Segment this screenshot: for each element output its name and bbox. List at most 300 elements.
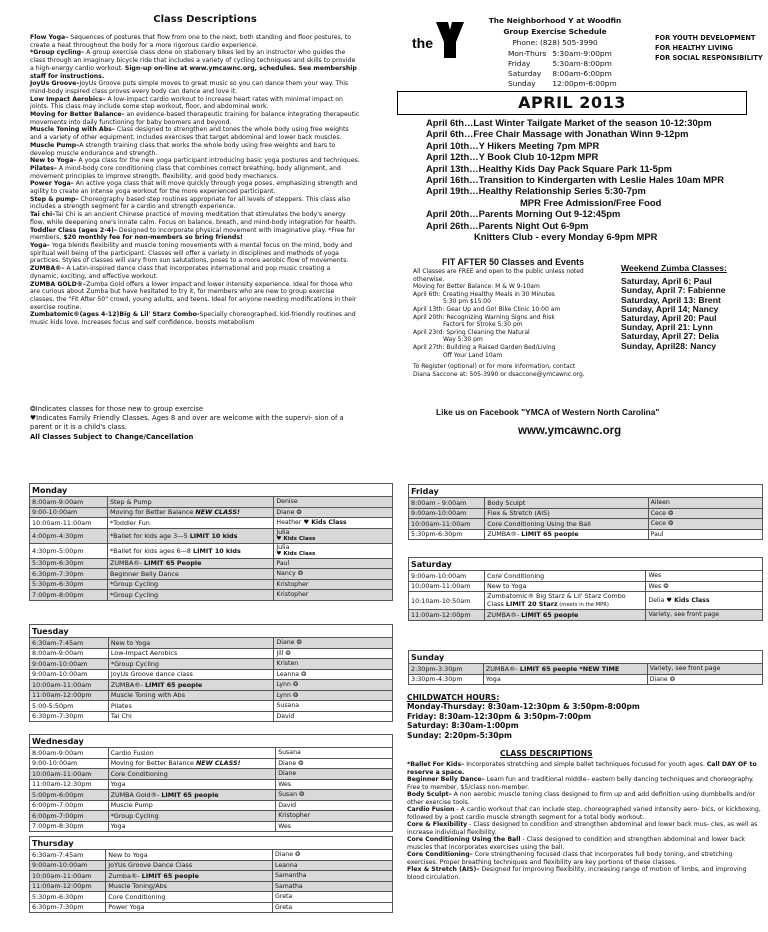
schedule-row — [30, 497, 393, 508]
ymca-logo — [410, 16, 470, 66]
description-name: Pilates– — [30, 164, 57, 172]
description-entry — [30, 80, 360, 95]
instructor-name: Susana — [276, 702, 300, 710]
class-title: ZUMBA®- — [485, 664, 520, 673]
event-item: Knitters Club - every Monday 6-9pm MPR — [474, 231, 658, 243]
class-title: New to Yoga — [487, 582, 527, 591]
childwatch-line: Friday: 8:30am-12:30pm & 3:50pm-7:00pm — [407, 711, 592, 721]
weekend-zumba-item: Saturday, April 6; Paul — [621, 276, 712, 287]
events-list — [426, 117, 766, 242]
class-name — [485, 571, 646, 582]
class-title: New to Yoga — [108, 850, 148, 859]
schedule-row — [409, 508, 763, 519]
class-note: LIMIT 20 Starz — [505, 600, 558, 608]
instructor-name: Leanna ❂ — [276, 670, 307, 678]
fit-after-50-line: April 13th: Gear Up and Go! Bike Clinic 10:00 am — [413, 305, 561, 313]
class-name — [107, 558, 273, 569]
schedule-row — [409, 664, 763, 675]
class-time: 7:00pm-8:00pm — [30, 590, 108, 601]
class-time: 11:00am-12:00pm — [30, 690, 109, 701]
childwatch-line: Sunday: 2:20pm-5:30pm — [407, 730, 512, 740]
schedule-row — [30, 811, 393, 822]
hours-row — [508, 49, 623, 59]
right-description-text: - A cardio workout that can include step, choreographed varied intensity aero- bics, or kickboxing, followed by a post cardio muscle strength segment for a total body workout. — [407, 806, 761, 821]
weekend-zumba-item: Sunday, April 14; Nancy — [621, 303, 719, 314]
class-time: 5:00-5:50pm — [30, 701, 109, 712]
class-time: 8:00am-9:00am — [30, 748, 109, 759]
hours-table — [508, 49, 623, 89]
instructor — [274, 528, 393, 543]
saturday-header: Saturday — [409, 558, 763, 571]
instructor-name: Susana — [278, 749, 301, 757]
instructor-name: Kristopher — [276, 591, 309, 599]
class-title: Core Conditioning — [110, 769, 168, 778]
instructor-name: Julia — [276, 543, 290, 551]
right-description-text: - Class designed to condition and strengthen abdominal and lower back muscles that incorporates exercises using the ball. — [407, 836, 745, 851]
fit-after-50-line: Moving for Better Balance: M & W 9-10am — [413, 283, 540, 291]
right-description-note: Call DAY OF to reserve a space. — [407, 761, 757, 776]
right-description-name: Cardio Fusion — [407, 806, 455, 813]
class-time: 9:00am-10:00am — [30, 669, 109, 680]
class-location-note: (meets in the MPR) — [557, 602, 609, 608]
class-time: 10:00am-11:00am — [30, 518, 108, 529]
class-name — [107, 497, 273, 508]
description-text: Class designed to strengthen and tones the whole body using free weights and a variety of other equipment; includes exercises that target abdominal and lower back muscles. — [30, 126, 349, 142]
description-entry — [30, 34, 360, 49]
class-name — [106, 881, 273, 892]
branch-name: The Neighborhood Y at Woodfin — [488, 16, 622, 25]
class-name — [485, 592, 646, 610]
description-text: JoyUs Groove puts simple moves to great music so you can dance them your way. This mind-body inspired class proves every body can dance and love it. — [30, 80, 349, 95]
description-name: Step & pump– — [30, 195, 79, 203]
class-time: 10:00am-11:00am — [30, 871, 106, 882]
description-entry — [30, 165, 360, 180]
tuesday-schedule — [29, 624, 393, 722]
schedule-row — [30, 748, 393, 759]
class-time: 10:00am-11:00am — [409, 581, 485, 592]
class-note: LIMIT 65 people — [144, 680, 203, 689]
instructor — [276, 800, 393, 811]
class-name — [108, 648, 274, 659]
schedule-row — [30, 543, 393, 558]
instructor-name: Leanna — [275, 861, 298, 869]
weekend-zumba-item: Sunday, April 21: Lynn — [621, 322, 713, 333]
instructor — [276, 779, 393, 790]
instructor — [276, 769, 393, 780]
class-time: 8:00am-9:00am — [30, 497, 108, 508]
schedule-row — [409, 529, 763, 540]
class-descriptions-list — [30, 34, 360, 327]
description-text: A yoga class for the new yoga participant introducing basic yoga postures and techniques. — [76, 157, 360, 165]
description-name: New to Yoga– — [30, 157, 77, 165]
instructor — [274, 558, 393, 569]
class-name — [108, 669, 274, 680]
thursday-header: Thursday — [30, 837, 393, 850]
instructor-name: Greta — [275, 903, 293, 911]
friday-schedule — [408, 484, 763, 540]
right-description-entry — [407, 866, 765, 881]
description-entry — [30, 281, 360, 312]
description-name: JoyUs Groove– — [30, 80, 80, 88]
class-time: 8:00am-9:00am — [30, 648, 109, 659]
hours-day: Mon-Thurs — [508, 49, 547, 58]
class-name — [485, 508, 648, 519]
description-name: *Group cycling– — [30, 49, 85, 57]
instructor — [276, 790, 393, 801]
class-name — [108, 748, 276, 759]
instructor-name: Diane ❂ — [278, 759, 304, 767]
instructor-name: Cece ❂ — [650, 520, 674, 528]
fit-after-50-line: Way 5:30 pm — [443, 336, 483, 344]
fit-after-50-heading: FIT AFTER 50 Classes and Events — [442, 257, 584, 267]
description-text: Choreography based step routines appropriate for all levels of steppers. This class also includes a strength segment for a cardio and strength experience. — [30, 195, 351, 211]
right-description-entry — [407, 851, 765, 866]
instructor-name: Julia — [276, 528, 290, 536]
class-title: ZUMBA®- — [487, 610, 522, 619]
class-title: Yoga — [110, 780, 126, 789]
kids-class-tag: ♥ Kids Class — [664, 597, 710, 604]
instructor-name: Aileen — [650, 499, 670, 507]
weekend-zumba-item: Sunday, April 7: Fabienne — [621, 285, 726, 296]
class-name — [107, 579, 273, 590]
instructor — [274, 497, 393, 508]
schedule-row — [30, 850, 393, 861]
fit-after-50-line: April 20th: Recognizing Warning Signs and Risk — [413, 313, 555, 321]
schedule-row — [30, 648, 393, 659]
right-description-name: Flex & Stretch (AIS)– — [407, 866, 480, 873]
class-title: ZUMBA®- — [110, 680, 145, 689]
class-name — [106, 871, 273, 882]
instructor — [273, 892, 393, 903]
hours-time: 5:30am-9:00pm — [552, 49, 612, 58]
sunday-header: Sunday — [409, 651, 763, 664]
schedule-row — [30, 659, 393, 670]
class-time: 9:00am-10:00am — [30, 860, 106, 871]
fit-after-50-line: April 27th: Building a Raised Garden Bed/Living — [413, 343, 556, 351]
class-title: *Group Cycling — [110, 659, 159, 668]
description-entry — [30, 157, 360, 165]
instructor — [273, 871, 393, 882]
class-title: *Group Cycling — [110, 811, 159, 820]
instructor — [274, 590, 393, 601]
instructor — [646, 581, 763, 592]
schedule-row — [30, 680, 393, 691]
class-title: Cardio Fusion — [110, 748, 154, 757]
description-name: Power Yoga– — [30, 180, 74, 188]
instructor — [276, 811, 393, 822]
class-note: LIMIT 65 people — [521, 610, 579, 619]
class-note: LIMIT 65 people — [141, 871, 199, 880]
legend — [30, 405, 360, 442]
instructor — [646, 592, 763, 610]
childwatch-heading: CHILDWATCH HOURS: — [407, 693, 500, 702]
class-time: 6:00pm-7:00pm — [30, 811, 109, 822]
description-text: Zumba Gold offers a lower impact and lower intensity experience. Ideal for those who are curious about Zumba but have hesitated to try it, for members who are new to group exercise classes, the "Fit After 50" crowd, young adults, and teens. Ideal for anyone needing modifications in their exercise routine. — [30, 280, 357, 311]
schedule-row — [30, 892, 393, 903]
event-item: MPR Free Admission/Free Food — [520, 196, 662, 208]
class-time: 10:10am-10:50am — [409, 592, 485, 610]
facebook-note: Like us on Facebook "YMCA of Western North Carolina" — [436, 407, 660, 417]
description-name: Low Impact Aerobics– — [30, 95, 106, 103]
instructor — [646, 571, 763, 582]
right-description-text: A non aerobic muscle toning class designed to firm up and add definition using dumbbells and/or other exercise tools. — [407, 791, 756, 806]
instructor-name: Diane ❂ — [275, 851, 301, 859]
right-description-text: Designed for improving flexibility, increasing range of motion of limbs, and improving blood circulation. — [407, 866, 747, 881]
instructor — [276, 821, 393, 832]
weekend-zumba-heading: Weekend Zumba Classes: — [621, 263, 727, 273]
instructor-name: Wes — [278, 822, 291, 830]
class-time: 4:00pm-4:30pm — [30, 528, 108, 543]
class-time: 6:30am-7:45am — [30, 638, 109, 649]
tuesday-header: Tuesday — [30, 625, 393, 638]
class-name — [108, 821, 276, 832]
description-entry — [30, 142, 360, 157]
instructor — [274, 659, 393, 670]
schedule-row — [409, 581, 763, 592]
day-header-row — [30, 837, 393, 850]
class-time: 9:00am-10:00am — [409, 508, 485, 519]
class-time: 9:00-10:00am — [30, 758, 109, 769]
class-name — [107, 528, 273, 543]
right-description-entry — [407, 836, 765, 851]
fit-after-50-lines — [413, 268, 613, 378]
class-note: LIMIT 65 people *NEW TIME — [519, 664, 620, 673]
instructor — [273, 902, 393, 913]
month-banner: APRIL 2013 — [397, 91, 747, 115]
class-name — [108, 758, 276, 769]
mission-line: FOR HEALTHY LIVING — [655, 44, 733, 52]
instructor-name: Jill ❂ — [276, 649, 291, 657]
right-description-entry — [407, 821, 765, 836]
website-link[interactable]: www.ymcawnc.org — [518, 425, 622, 437]
description-text: Specially choreographed, kid-friendly routines and music kids love. Increases focus and self confidence, boosts metabolism — [30, 311, 356, 327]
class-time: 9:00am-10:00am — [30, 659, 109, 670]
class-title: Yoga — [110, 822, 126, 831]
description-entry — [30, 126, 360, 141]
description-entry — [30, 227, 360, 242]
schedule-row — [30, 881, 393, 892]
class-note: LIMIT 10 kids — [193, 546, 241, 555]
event-item: April 12th…Y Book Club 10-12pm MPR — [426, 151, 599, 163]
class-name — [107, 590, 273, 601]
right-description-entry — [407, 776, 765, 791]
class-name — [108, 779, 276, 790]
class-time: 11:00am-12:00pm — [409, 610, 485, 621]
class-time: 5:30pm-6:30pm — [30, 558, 108, 569]
schedule-row — [30, 518, 393, 529]
description-text: A Latin-inspired dance class that incorporates international and pop music creating a dynamic, exciting, and effective workout. — [30, 265, 331, 280]
schedule-row — [30, 528, 393, 543]
right-description-text: Core strengthening focused class that incorporates full body toning, and stretching exercises. Proper breathing techniques and flexibility are key portions of these classes. — [407, 851, 733, 866]
event-item: April 6th…Free Chair Massage with Jonathan Winn 9-12pm — [426, 128, 689, 140]
class-descriptions-heading-right: CLASS DESCRIPTIONS — [500, 749, 593, 758]
schedule-row — [30, 579, 393, 590]
description-text: an evidence-based therapeutic training for balance integrating therapeutic movements into daily functioning for baby boomers and beyond. — [30, 111, 360, 126]
description-entry — [30, 265, 360, 280]
instructor-name: Kristopher — [278, 812, 311, 820]
event-item: April 20th…Parents Morning Out 9-12:45pm — [426, 208, 621, 220]
class-title: *Group Cycling — [109, 590, 159, 599]
class-title: Muscle Toning with Abs — [110, 691, 186, 700]
description-name: ZUMBA GOLD®– — [30, 280, 87, 288]
instructor-name: Lynn ❂ — [276, 691, 299, 699]
instructor-name: Nancy ❂ — [276, 570, 303, 578]
instructor — [273, 860, 393, 871]
schedule-row — [30, 701, 393, 712]
instructor-name: Cece ❂ — [650, 509, 674, 517]
class-time: 8:00am - 9:00am — [409, 498, 485, 509]
right-description-name: Beginner Belly Dance– — [407, 776, 485, 783]
class-time: 9:00am-10:00am — [409, 571, 485, 582]
class-time: 6:30pm-7:30pm — [30, 569, 108, 580]
right-description-entry — [407, 791, 765, 806]
instructor — [274, 690, 393, 701]
schedule-row — [30, 871, 393, 882]
right-description-text: Learn fun and traditional middle– eastern belly dancing techniques and choreography. Free to member, $5/class non-member. — [407, 776, 754, 791]
class-title: Zumba®- — [108, 871, 142, 880]
fit-after-50-line: 5:30 pm $15.00 — [443, 298, 491, 306]
class-name — [485, 581, 646, 592]
class-note: NEW CLASS! — [195, 759, 241, 768]
description-entry — [30, 211, 360, 226]
legend-family-friendly: ♥Indicates Family Friendly Classes. Ages 8 and over are welcome with the supervi- sion of a parent or it is a child's class. — [30, 414, 344, 432]
instructor-name: Susan ❂ — [278, 791, 305, 799]
schedule-row — [409, 519, 763, 530]
instructor-name: Lynn ❂ — [276, 681, 299, 689]
ymca-branch-info — [480, 16, 630, 37]
class-title: *Ballet for kids ages 6—8 — [109, 546, 194, 555]
class-title: Zumbatomic® Big Starz & Lil' Starz Combo Class — [487, 592, 626, 608]
instructor-name: Wes — [278, 780, 291, 788]
class-name — [108, 811, 276, 822]
schedule-row — [30, 860, 393, 871]
instructor-name: Variety, see front page — [649, 665, 721, 673]
class-time: 10:00am-11:00am — [30, 680, 109, 691]
right-description-name: Core Conditioning Using the Ball — [407, 836, 521, 843]
class-time: 10:00am-11:00am — [409, 519, 485, 530]
class-name — [483, 674, 647, 685]
description-text: A group exercise class done on stationary bikes led by an instructor who guides the class through an imaginary bicycle ride that includes a variety of cycling techniques and skills to provide a high-energy cardio workout. — [30, 49, 356, 72]
instructor-name: David — [278, 801, 297, 809]
class-name — [483, 664, 647, 675]
description-text: Tai Chi is an ancient Chinese practice of moving meditation that stimulates the body's energy flow, while deepening one's innate calm. Focus on balance, breath, and mind-body integration for health. — [30, 211, 357, 226]
description-entry — [30, 96, 360, 111]
instructor-name: Diane — [278, 770, 297, 778]
instructor — [273, 850, 393, 861]
hours-day: Sunday — [508, 79, 536, 88]
event-item: April 19th…Healthy Relationship Series 5:30-7pm — [426, 185, 646, 197]
instructor — [647, 674, 762, 685]
schedule-row — [409, 592, 763, 610]
description-entry — [30, 242, 360, 265]
instructor-name: Diane ❂ — [649, 675, 675, 683]
instructor — [274, 680, 393, 691]
description-name: Zumbatomic®(ages 4-12)Big & Lil' Starz Combo- — [30, 311, 200, 319]
schedule-row — [30, 902, 393, 913]
description-name: Moving for Better Balance– — [30, 111, 125, 119]
class-note: LIMIT 65 People — [144, 559, 202, 568]
description-note: $20 monthly fee for non-members so bring friends! — [63, 234, 243, 242]
instructor — [274, 569, 393, 580]
instructor-name: Variety, see front page — [648, 611, 720, 619]
right-description-text: - Class designed to condition and strengthen abdominal and lower back mus- cles, as well as increase individual flexibility. — [407, 821, 758, 836]
instructor — [274, 543, 393, 558]
event-item: April 16th…Transition to Kindergarten with Leslie Hales 10am MPR — [426, 174, 724, 186]
class-name — [108, 701, 274, 712]
instructor-name: Kristen — [276, 660, 299, 668]
class-title: ZUMBA Gold®- — [110, 790, 162, 799]
description-text: A strength training class that works the whole body using free weights and bars to develop muscle endurance and strength. — [30, 141, 336, 157]
class-note: NEW CLASS! — [195, 508, 240, 517]
instructor — [646, 610, 763, 621]
schedule-row — [409, 674, 763, 685]
class-title: Muscle Toning/Abs — [108, 882, 167, 891]
childwatch-line: Saturday: 8:30am-1:00pm — [407, 721, 519, 731]
childwatch-line: Monday-Thursday: 8:30am-12:30pm & 3:50pm-8:00pm — [407, 702, 640, 712]
description-name: Toddler Class (ages 2-4)– — [30, 226, 117, 234]
hours-time: 5:30am-8:00pm — [552, 59, 612, 68]
description-text: An active yoga class that will move quickly through yoga poses, emphasizing strength and agility to create an intense yoga workout for the more experienced participant. — [30, 180, 358, 196]
right-description-name: Core & Flexibility — [407, 821, 468, 828]
day-header-row — [409, 485, 763, 498]
class-time: 6:30am-7:45am — [30, 850, 106, 861]
class-time: 2:30pm-3:30pm — [409, 664, 484, 675]
schedule-row — [30, 590, 393, 601]
class-time: 9:00-10:00am — [30, 507, 108, 518]
instructor — [274, 648, 393, 659]
class-title: Beginner Belly Dance — [109, 569, 179, 578]
class-title: Power Yoga — [108, 903, 145, 912]
description-entry — [30, 311, 360, 326]
class-title: Moving for Better Balance — [109, 508, 196, 517]
childwatch-hours — [407, 693, 767, 740]
schedule-row — [30, 800, 393, 811]
description-text: A mind-body core conditioning class that combines correct breathing, body alignment, and movement principles to improve strength, flexibility, and good body mechanics. — [30, 164, 341, 180]
class-name — [106, 892, 273, 903]
class-name — [108, 711, 274, 722]
wednesday-header: Wednesday — [30, 735, 393, 748]
fit-after-50-line: Diana Saccone at: 505-3990 or dsaccone@ymcawnc.org. — [413, 370, 585, 378]
class-title: Yoga — [485, 675, 501, 684]
instructor — [648, 529, 762, 540]
instructor-name: Greta — [275, 893, 293, 901]
right-description-text: Incorporates stretching and simple ballet techniques focused for youth ages. — [464, 761, 707, 768]
instructor — [274, 711, 393, 722]
event-item: April 6th…Last Winter Tailgate Market of the season 10-12:30pm — [426, 117, 712, 128]
description-name: ZUMBA®– — [30, 265, 65, 273]
class-title: Tai Chi — [110, 712, 132, 721]
class-title: Step & Pump — [109, 497, 152, 506]
class-title: New to Yoga — [110, 638, 151, 647]
class-time: 6:30pm-7:30pm — [30, 711, 109, 722]
description-text: Yoga blends flexibility and muscle toning movements with a mental focus on the mind, body and spiritual well being of the participant. Classes will offer a variety in disciplines and methods of yoga practices. Styles of classes will vary from sun salutations, poses to a more aerobic flow of movements. — [30, 241, 353, 265]
description-name: Tai chi– — [30, 211, 56, 219]
fit-after-50-line: April 6th: Creating Healthy Meals in 30 Minutes — [413, 290, 555, 298]
fit-after-50-line: April 23rd: Spring Cleaning the Natural — [413, 328, 530, 336]
right-description-name: *Ballet For Kids– — [407, 761, 465, 768]
class-name — [106, 860, 273, 871]
instructor-name: Heather — [276, 519, 302, 527]
class-time: 5:30pm-6:30pm — [30, 892, 106, 903]
instructor-name: Samantha — [275, 872, 307, 880]
event-item: April 26th…Parents Night Out 6-9pm — [426, 219, 589, 231]
hours-day: Saturday — [508, 69, 542, 78]
schedule-row — [30, 690, 393, 701]
schedule-row — [30, 790, 393, 801]
instructor-name: Denise — [276, 498, 298, 506]
class-note: LIMIT 65 people — [521, 530, 579, 539]
class-note: LIMIT 65 people — [161, 790, 219, 799]
